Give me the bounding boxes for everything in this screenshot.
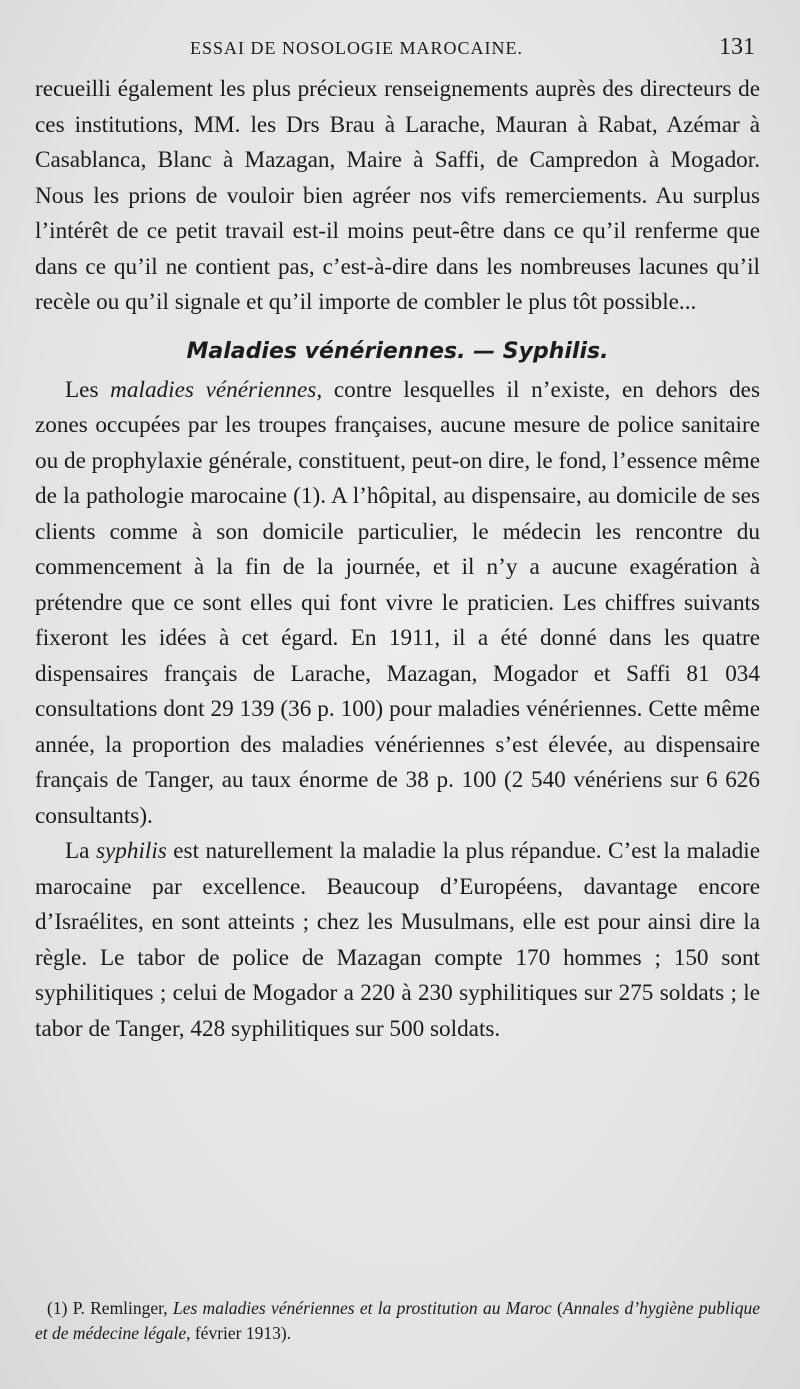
- footnote-title: Les maladies vénériennes et la prostitution au Maroc: [172, 1298, 552, 1318]
- paragraph-venereal-text: contre lesquelles il n’existe, en dehors des zones occupées par les troupes françaises, aucune mesure de police sanitaire ou de prophylaxie générale, constituent, peut-on dire, le fond, l’essence même de la pathologie marocaine (1). A l’hôpital, au dispensaire, au domicile de ses clients comme à son domicile particulier, le médecin les rencontre du commencement à la fin de la journée, et il n’y a aucune exagération à prétendre que ce sont elles qui font vivre le praticien. Les chiffres suivants fixeront les idées à cet égard. En 1911, il a été donné dans les quatre dispensaires français de Larache, Mazagan, Mogador et Saffi 81 034 consultations dont 29 139 (36 p. 100) pour maladies vénériennes. Cette même année, la proportion des maladies vénériennes s’est élevée, au dispensaire français de Tanger, au taux énorme de 38 p. 100 (2 540 vénériens sur 6 626 consultants).: [35, 376, 760, 829]
- footnote-number: (1): [47, 1298, 68, 1318]
- page-header: [190, 36, 755, 62]
- paragraph-syphilis-start: La: [65, 838, 90, 864]
- paragraph-syphilis-text: est naturellement la maladie la plus répandue. C’est la maladie marocaine par excellence. Beaucoup d’Européens, davantage encore d’Israélites, en sont atteints ; chez les Musulmans, elle est pour ainsi dire la règle. Le tabor de police de Mazagan compte 170 hommes ; 150 sont syphilitiques ; celui de Mogador a 220 à 230 syphilitiques sur 275 soldats ; le tabor de Tanger, 428 syphilitiques sur 500 soldats.: [35, 838, 761, 1042]
- body-text: [35, 72, 760, 1047]
- footnote-paren: (: [557, 1298, 563, 1318]
- paragraph-venereal-italic: maladies vénériennes,: [110, 376, 323, 403]
- paragraph-venereal: [35, 373, 760, 835]
- footnote-date: février 1913).: [194, 1323, 292, 1343]
- paragraph-venereal-start: Les: [65, 376, 99, 403]
- footnote: [35, 1296, 760, 1346]
- footnote-author: P. Remlinger,: [72, 1298, 168, 1318]
- paragraph-syphilis: [35, 834, 760, 1047]
- footnote-journal: Annales d’hygiène publique et de médecine légale,: [35, 1298, 761, 1343]
- section-heading: Maladies vénériennes. — Syphilis.: [186, 338, 609, 364]
- paragraph-continuation: recueilli également les plus précieux renseignements auprès des directeurs de ces institutions, MM. les Drs Brau à Larache, Mauran à Rabat, Azémar à Casablanca, Blanc à Mazagan, Maire à Saffi, de Campredon à Mogador. Nous les prions de vouloir bien agréer nos vifs remerciements. Au surplus l’intérêt de ce petit travail est-il moins peut-être dans ce qu’il renferme que dans ce qu’il ne contient pas, c’est-à-dire dans les nombreuses lacunes qu’il recèle ou qu’il signale et qu’il importe de combler le plus tôt possible...: [35, 76, 760, 315]
- running-title: ESSAI DE NOSOLOGIE MAROCAINE.: [190, 38, 523, 58]
- page-number: 131: [719, 34, 755, 60]
- paragraph-syphilis-italic: syphilis: [95, 838, 167, 864]
